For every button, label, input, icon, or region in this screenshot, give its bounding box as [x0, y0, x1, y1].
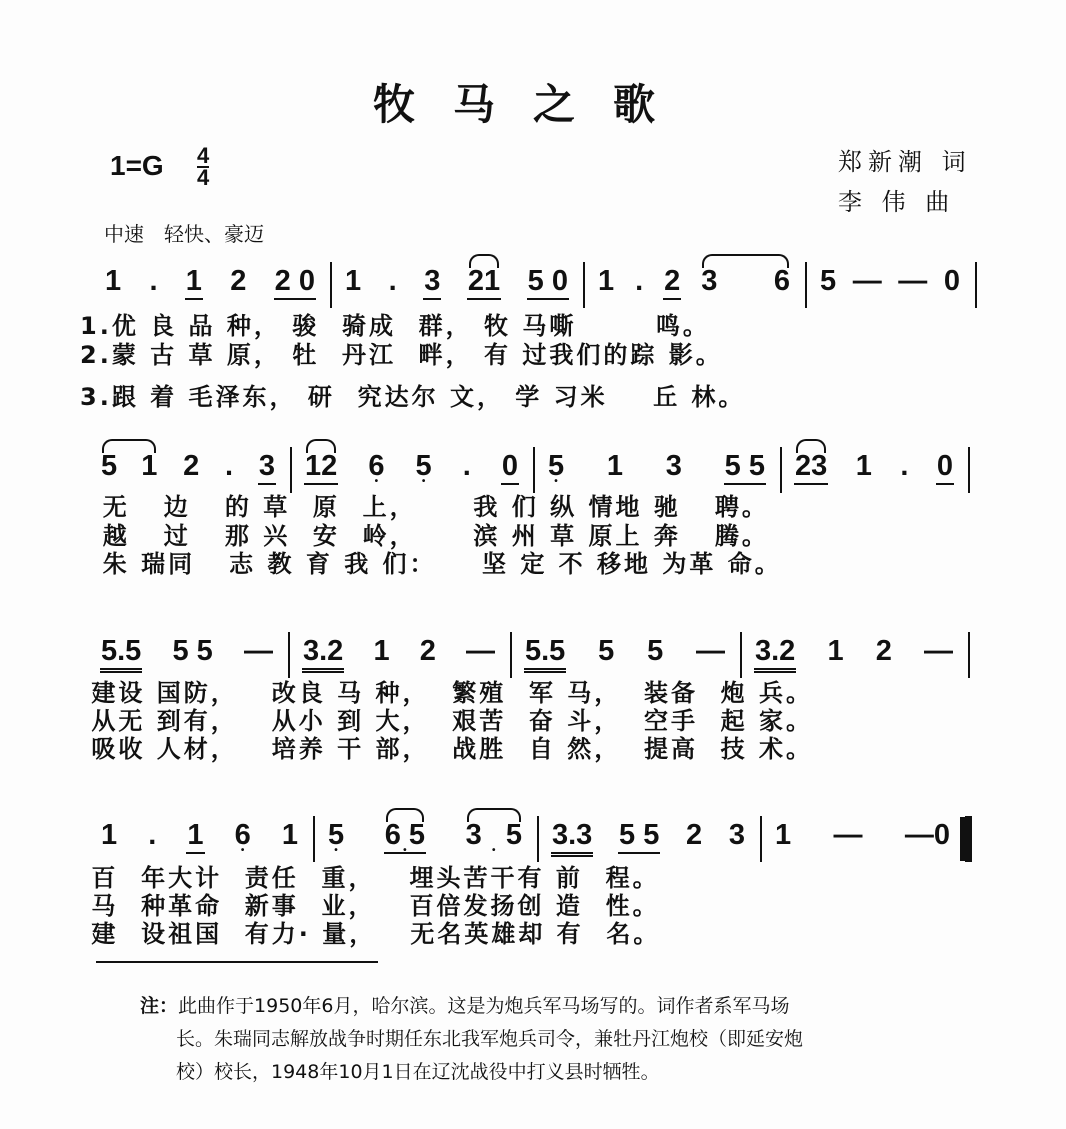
notation-system [0, 262, 1066, 312]
note: 3.2 [754, 634, 796, 673]
lyric-line: 建设 国防， 改良 马 种， 繁殖 军 马， 装备 炮 兵。 [80, 679, 814, 707]
measure [104, 264, 316, 300]
note: 5 • [547, 449, 565, 483]
footnote-line: 长。朱瑞同志解放战争时期任东北我军炮兵司令，兼牡丹江炮校（即延安炮 [176, 1028, 804, 1050]
barline [290, 447, 292, 493]
note: 1 [827, 635, 844, 667]
note: 5 5 [172, 635, 213, 667]
barline [760, 816, 762, 862]
note: 1 [606, 450, 624, 482]
note: 1 [105, 265, 122, 297]
note: 3 [728, 819, 745, 851]
note: — [465, 635, 495, 667]
note: — [833, 819, 863, 851]
note: 2 [663, 264, 681, 300]
measure [524, 634, 726, 673]
note: 5 • [415, 449, 433, 483]
note: 1 [281, 819, 298, 851]
note: 5 5 [618, 818, 660, 854]
note: 5 [598, 635, 615, 667]
measure [547, 449, 766, 485]
lyric-line: 从无 到有， 从小 到 大， 艰苦 奋 斗， 空手 起 家。 [80, 707, 814, 735]
note: 5 [647, 635, 664, 667]
note: 23 [794, 449, 828, 485]
note: 2 [183, 450, 200, 482]
footnote [140, 990, 980, 1089]
note: 0 [943, 265, 960, 297]
note: 6 5 • [384, 818, 426, 854]
measure [754, 634, 954, 673]
note: 2 [419, 635, 436, 667]
note: . [148, 819, 157, 851]
note: 6 • [367, 449, 385, 483]
note: . [149, 265, 158, 297]
notation-system [0, 632, 1066, 682]
barline [313, 816, 315, 862]
lyric-line: 建 设祖国 有力· 量， 无名英雄却 有 名。 [80, 920, 661, 948]
barline [968, 632, 970, 678]
notation-system [0, 447, 1066, 497]
barline [805, 262, 807, 308]
note: — [898, 265, 928, 297]
barline [780, 447, 782, 493]
barline [975, 262, 977, 308]
note: 3 6 [701, 265, 790, 297]
composer-credit: 李 伟 曲 [838, 188, 956, 216]
lyric-line: 越 过 那 兴 安 岭， 滨 州 草 原上 奔 腾。 [80, 522, 769, 550]
barline [740, 632, 742, 678]
lyric-line: 吸收 人材， 培养 干 部， 战胜 自 然， 提高 技 术。 [80, 735, 814, 763]
lyric-line: 1.优 良 品 种， 骏 骑成 群， 牧 马嘶 鸣。 [80, 312, 710, 340]
lyric-line: 无 边 的 草 原 上， 我 们 纵 情地 驰 聘。 [80, 493, 769, 521]
barline [510, 632, 512, 678]
measure [597, 264, 791, 300]
note: — [923, 635, 953, 667]
note: 2 [230, 265, 247, 297]
note: — [852, 265, 882, 297]
note: 5 0 [527, 264, 569, 300]
note: 6 • [234, 818, 252, 852]
time-signature [197, 143, 210, 190]
divider-line [96, 961, 378, 963]
note: 5 • [327, 818, 345, 852]
measure [794, 449, 954, 485]
meter-bottom: 4 [197, 165, 210, 190]
note: 3 [258, 449, 276, 485]
song-title: 牧马之歌 [372, 80, 693, 129]
note: 5.5 [524, 634, 566, 673]
note: 21 [467, 264, 501, 300]
note: —0 [904, 819, 950, 851]
measure [302, 634, 496, 673]
measure [551, 818, 746, 857]
note: 1 [775, 819, 792, 851]
note: 3.3 [551, 818, 593, 857]
note: 12 [304, 449, 338, 485]
note: — [696, 635, 725, 667]
note: 0 [936, 449, 954, 485]
note: . [635, 265, 644, 297]
barline [968, 447, 970, 493]
measure [327, 818, 523, 854]
lyric-line: 马 种革命 新事 业， 百倍发扬创 造 性。 [80, 892, 660, 920]
note: 5.5 [100, 634, 142, 673]
note: 1 [373, 635, 390, 667]
note: 2 [875, 635, 892, 667]
measure [100, 449, 276, 485]
note: . [388, 265, 397, 297]
measure [774, 818, 951, 852]
measure [819, 264, 961, 298]
lyricist-credit: 郑新潮 词 [838, 148, 972, 176]
note: 5 [820, 265, 837, 297]
note: . [225, 450, 234, 482]
note: 1 [101, 819, 118, 851]
note: . [900, 450, 909, 482]
barline [537, 816, 539, 862]
note: 1 [855, 450, 872, 482]
note: 1 [186, 818, 204, 854]
note: 2 0 [274, 264, 316, 300]
note: 1 [345, 265, 362, 297]
note: 5 1 [101, 450, 158, 482]
barline [330, 262, 332, 308]
measure [100, 818, 299, 854]
measure [100, 634, 274, 673]
note: 3 [665, 450, 682, 482]
note: 1 [598, 265, 615, 297]
footnote-label: 注： [140, 995, 179, 1017]
note: 0 [501, 449, 519, 485]
measure [344, 264, 569, 300]
footnote-line: 校）校长，1948年10月1日在辽沈战役中打义县时牺牲。 [176, 1061, 660, 1083]
note: 3 5 • [465, 818, 523, 852]
measure [304, 449, 519, 485]
tempo-marking: 中速 轻快、豪迈 [104, 222, 264, 246]
notation-system [0, 816, 1066, 866]
final-barline [965, 816, 972, 862]
note: 5 5 [724, 449, 766, 485]
note: . [462, 450, 471, 482]
lyric-line: 3.跟 着 毛泽东， 研 究达尔 文， 学 习米 丘 林。 [80, 383, 746, 411]
lyric-line: 2.蒙 古 草 原， 牡 丹江 畔， 有 过我们的踪 影。 [80, 341, 723, 369]
key-signature: 1=G [110, 150, 164, 181]
note: 2 [686, 819, 703, 851]
lyric-line: 朱 瑞同 志 教 育 我 们： 坚 定 不 移地 为革 命。 [80, 550, 782, 578]
meter-top: 4 [197, 143, 210, 168]
lyric-line: 百 年大计 责任 重， 埋头苦干有 前 程。 [80, 864, 660, 892]
footnote-line: 此曲作于1950年6月，哈尔滨。这是为炮兵军马场写的。词作者系军马场 [178, 995, 790, 1017]
note: 3 [423, 264, 441, 300]
barline [583, 262, 585, 308]
note: 1 [185, 264, 203, 300]
note: 3.2 [302, 634, 344, 673]
barline [288, 632, 290, 678]
note: — [244, 635, 273, 667]
barline [533, 447, 535, 493]
